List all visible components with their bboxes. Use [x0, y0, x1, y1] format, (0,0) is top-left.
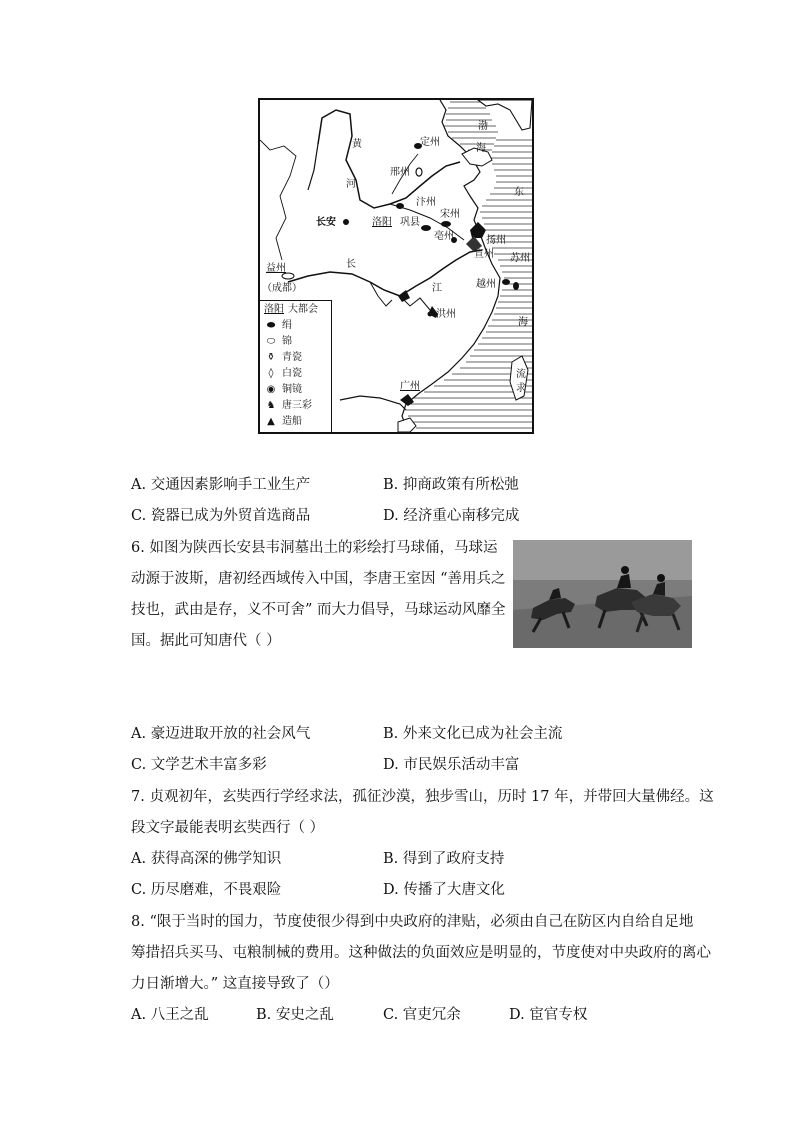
label-liu: 流 [516, 369, 526, 380]
tang-handicraft-map [258, 98, 534, 434]
q8-option-c[interactable]: C. 官吏冗余 [383, 1007, 461, 1023]
label-he: 河 [346, 179, 356, 190]
label-qiu: 求 [516, 383, 526, 394]
legend-juan: 绢 [282, 320, 292, 331]
q5-option-d[interactable]: D. 经济重心南移完成 [383, 508, 520, 524]
label-bohai-hai: 海 [476, 143, 486, 154]
legend-tongjing: 铜镜 [282, 384, 302, 395]
bronze-mirror-icon: ◉ [266, 384, 276, 395]
tri-color-icon: ♞ [266, 400, 276, 411]
q6-option-d[interactable]: D. 市民娱乐活动丰富 [383, 757, 520, 773]
legend-tangsancai: 唐三彩 [282, 400, 312, 411]
label-donghai-hai: 海 [518, 317, 528, 328]
changan-dot [343, 219, 349, 225]
q5-option-c[interactable]: C. 瓷器已成为外贸首选商品 [131, 508, 311, 524]
legend-qingci: 青瓷 [282, 352, 302, 363]
legend-luoyang: 洛阳 [264, 304, 284, 315]
q6-option-c[interactable]: C. 文学艺术丰富多彩 [131, 757, 267, 773]
city-bozhou: 亳州 [434, 231, 454, 242]
city-changan: 长安 [316, 217, 336, 228]
legend-dadu: 大都会 [288, 304, 318, 315]
q8-stem-line1: 8. “限于当时的国力，节度使很少得到中央政府的津贴，必须由自己在防区内自给自足地 [131, 914, 694, 930]
q7-option-d[interactable]: D. 传播了大唐文化 [383, 882, 505, 898]
q5-option-a[interactable]: A. 交通因素影响手工业生产 [131, 477, 311, 493]
q8-option-b[interactable]: B. 安史之乱 [256, 1007, 334, 1023]
legend-baici: 白瓷 [282, 368, 302, 379]
city-yizhou: 益州 [266, 263, 286, 274]
label-bo: 渤 [478, 121, 488, 132]
map-legend [260, 300, 332, 434]
city-chengdu: （成都） [262, 283, 302, 294]
city-gongxian: 巩县 [400, 217, 420, 228]
q7-stem-line1: 7. 贞观初年，玄奘西行学经求法，孤征沙漠，独步雪山，历时 17 年，并带回大量佛经。这 [131, 789, 714, 805]
white-porcelain-icon: ◊ [268, 368, 274, 379]
legend-jin: 锦 [282, 336, 292, 347]
city-dingzhou: 定州 [420, 137, 440, 148]
q6-stem-line4: 国。据此可知唐代（ ） [131, 633, 281, 649]
city-xingzhou: 邢州 [390, 167, 410, 178]
city-luoyang: 洛阳 [372, 217, 392, 228]
q7-option-b[interactable]: B. 得到了政府支持 [383, 851, 505, 867]
city-songzhou: 宋州 [440, 209, 460, 220]
polo-figurine-photo [513, 540, 692, 648]
polo-players-image [513, 540, 692, 648]
legend-zaochuan: 造船 [282, 416, 302, 427]
q6-option-a[interactable]: A. 豪迈进取开放的社会风气 [131, 726, 311, 742]
shipbuilding-icon: ▲ [267, 416, 275, 427]
q8-stem-line3: 力日渐增大。” 这直接导致了（） [131, 976, 339, 992]
q8-option-a[interactable]: A. 八王之乱 [131, 1007, 209, 1023]
q6-option-b[interactable]: B. 外来文化已成为社会主流 [383, 726, 563, 742]
city-suzhou: 苏州 [510, 253, 530, 264]
silk-icon: ⬬ [266, 320, 276, 331]
label-dong: 东 [514, 187, 524, 198]
city-hongzhou: 洪州 [436, 309, 456, 320]
q7-option-c[interactable]: C. 历尽磨难，不畏艰险 [131, 882, 282, 898]
q8-option-d[interactable]: D. 宦官专权 [509, 1007, 588, 1023]
q8-stem-line2: 筹措招兵买马、屯粮制械的费用。这种做法的负面效应是明显的，节度使对中央政府的离心 [131, 945, 711, 961]
brocade-icon: ⬭ [266, 336, 276, 347]
city-xuanzhou: 宣州 [474, 249, 494, 260]
q6-stem-line1: 6. 如图为陕西长安县韦洞墓出土的彩绘打马球俑，马球运 [131, 540, 498, 556]
city-guangzhou: 广州 [400, 381, 420, 392]
city-bianzhou: 汴州 [416, 197, 436, 208]
q6-stem-line2: 动源于波斯，唐初经西域传入中国，李唐王室因 “善用兵之 [131, 571, 506, 587]
q7-stem-line2: 段文字最能表明玄奘西行（ ） [131, 820, 325, 836]
q7-option-a[interactable]: A. 获得高深的佛学知识 [131, 851, 282, 867]
label-huang: 黄 [352, 139, 362, 150]
q5-option-b[interactable]: B. 抑商政策有所松弛 [383, 477, 519, 493]
label-chang: 长 [346, 259, 356, 270]
city-yangzhou: 扬州 [486, 235, 506, 246]
label-jiang: 江 [432, 283, 442, 294]
city-yuezhou: 越州 [476, 279, 496, 290]
q6-stem-line3: 技也，武由是存，义不可舍” 而大力倡导，马球运动风靡全 [131, 602, 506, 618]
celadon-icon: ⚱ [266, 352, 276, 363]
